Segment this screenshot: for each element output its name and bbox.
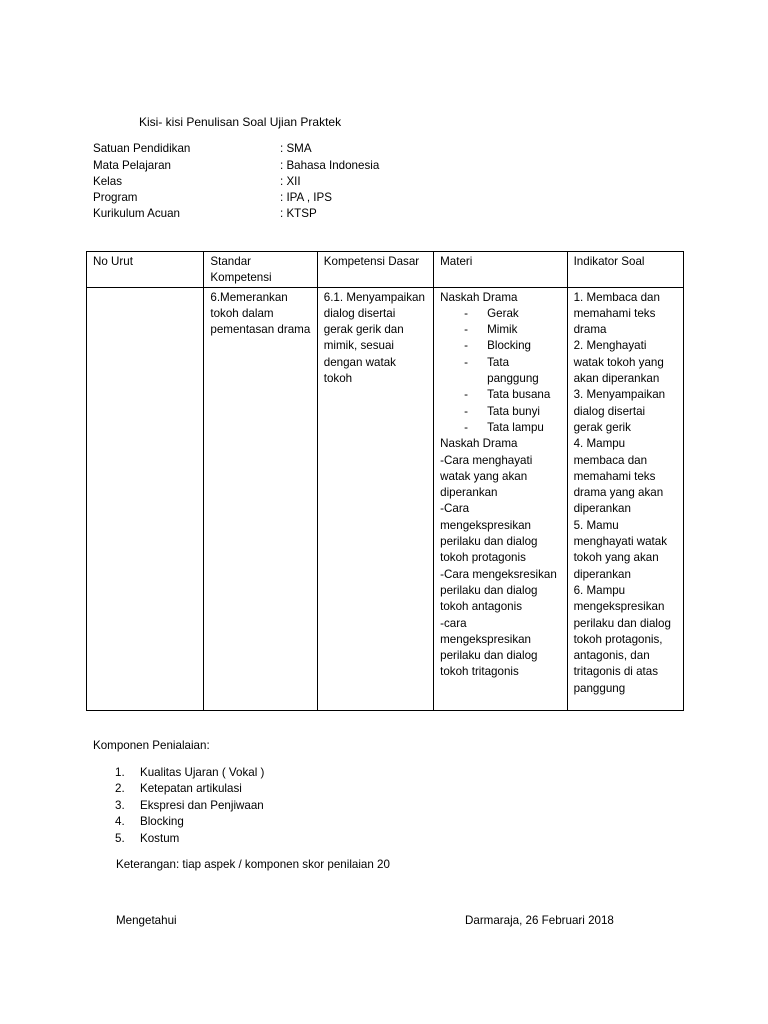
materi-heading: Naskah Drama bbox=[440, 437, 518, 451]
info-value: : XII bbox=[280, 175, 301, 188]
cell-kompetensi-dasar: 6.1. Menyampaikan dialog disertai gerak gerik dan mimik, sesuai dengan watak tokoh bbox=[317, 287, 433, 710]
info-label: Satuan Pendidikan bbox=[93, 142, 191, 155]
header-indikator-soal: Indikator Soal bbox=[567, 252, 683, 288]
list-item-label: Ketepatan artikulasi bbox=[140, 782, 242, 796]
list-number: 3. bbox=[115, 798, 125, 812]
info-label: Kelas bbox=[93, 175, 123, 188]
cell-materi bbox=[434, 287, 567, 710]
list-item-label: Kostum bbox=[140, 831, 180, 845]
list-number: 5. bbox=[115, 831, 125, 845]
list-number: 1. bbox=[115, 766, 125, 779]
materi-item-label: Tata panggung bbox=[487, 355, 539, 386]
list-number: 2. bbox=[115, 782, 125, 796]
list-item-label: Kualitas Ujaran ( Vokal ) bbox=[140, 766, 265, 779]
list-number: 4. bbox=[115, 815, 125, 829]
table-row bbox=[87, 287, 684, 710]
list-item: - Gerak bbox=[464, 306, 519, 320]
info-label: Mata Pelajaran bbox=[93, 159, 171, 172]
list-item bbox=[115, 798, 264, 814]
list-item: - Tata busana bbox=[464, 388, 551, 402]
info-row-kurikulum-acuan bbox=[93, 207, 513, 223]
list-item: - Mimik bbox=[464, 323, 518, 337]
info-value: : IPA , IPS bbox=[280, 191, 332, 204]
header-standar-kompetensi: Standar Kompetensi bbox=[204, 252, 317, 288]
indikator-item: 1. Membaca dan memahami teks drama bbox=[573, 290, 660, 337]
indikator-item: 3. Menyampaikan dialog disertai gerak gerik bbox=[573, 388, 666, 434]
header-no-urut: No Urut bbox=[87, 252, 204, 288]
info-value: : Bahasa Indonesia bbox=[280, 159, 380, 172]
materi-item-label: Blocking bbox=[487, 339, 531, 353]
indikator-item: 4. Mampu membaca dan memahami teks drama yang akan diperankan bbox=[573, 437, 664, 516]
list-item: - Tata panggung bbox=[464, 355, 539, 386]
cell-indikator-soal bbox=[567, 287, 683, 710]
list-item bbox=[115, 831, 264, 847]
info-row-mata-pelajaran bbox=[93, 159, 513, 175]
materi-item-label: Tata bunyi bbox=[487, 404, 540, 418]
materi-line: -cara mengekspresikan perilaku dan dialog tokoh tritagonis bbox=[440, 616, 538, 679]
penilaian-heading: Komponen Penialaian: bbox=[93, 739, 210, 752]
materi-item-list bbox=[440, 306, 560, 436]
materi-line: -Cara menghayati watak yang akan diperankan bbox=[440, 453, 533, 500]
info-row-satuan-pendidikan bbox=[93, 142, 513, 158]
info-row-kelas bbox=[93, 175, 513, 191]
materi-heading: Naskah Drama bbox=[440, 290, 518, 304]
indikator-item: 6. Mampu mengekspresikan perilaku dan dialog tokoh protagonis, antagonis, dan tritagonis di atas panggung bbox=[573, 583, 671, 695]
info-label: Program bbox=[93, 191, 138, 204]
info-row-program bbox=[93, 191, 513, 207]
list-item bbox=[115, 814, 264, 830]
materi-item-label: Tata busana bbox=[487, 388, 551, 402]
cell-no-urut bbox=[87, 287, 204, 710]
materi-item-label: Gerak bbox=[487, 306, 519, 320]
penilaian-note: Keterangan: tiap aspek / komponen skor penilaian 20 bbox=[116, 858, 390, 871]
info-label: Kurikulum Acuan bbox=[93, 207, 180, 220]
materi-line: -Cara mengekspresikan perilaku dan dialog tokoh protagonis bbox=[440, 502, 538, 565]
penilaian-list bbox=[115, 765, 264, 847]
list-item: - Tata lampu bbox=[464, 420, 544, 434]
cell-standar-kompetensi: 6.Memerankan tokoh dalam pementasan drama bbox=[204, 287, 317, 710]
list-item bbox=[115, 765, 264, 781]
materi-item-label: Mimik bbox=[487, 323, 518, 337]
list-item: - Blocking bbox=[464, 339, 531, 353]
materi-line: -Cara mengeksresikan perilaku dan dialog tokoh antagonis bbox=[440, 567, 557, 614]
info-value: : SMA bbox=[280, 142, 312, 155]
document-title: Kisi- kisi Penulisan Soal Ujian Praktek bbox=[139, 115, 342, 129]
list-item-label: Ekspresi dan Penjiwaan bbox=[140, 798, 264, 812]
list-item bbox=[115, 781, 264, 797]
materi-item-label: Tata lampu bbox=[487, 420, 544, 434]
indikator-item: 5. Mamu menghayati watak tokoh yang akan diperankan bbox=[573, 518, 668, 581]
header-kompetensi-dasar: Kompetensi Dasar bbox=[317, 252, 433, 288]
header-materi: Materi bbox=[434, 252, 567, 288]
indikator-item: 2. Menghayati watak tokoh yang akan diperankan bbox=[573, 339, 664, 386]
kisi-kisi-table bbox=[86, 251, 684, 711]
list-item-label: Blocking bbox=[140, 815, 184, 829]
info-value: : KTSP bbox=[280, 207, 317, 220]
table-header-row bbox=[87, 252, 684, 288]
signature-place-date: Darmaraja, 26 Februari 2018 bbox=[465, 914, 614, 927]
signature-left: Mengetahui bbox=[116, 914, 177, 927]
list-item: - Tata bunyi bbox=[464, 404, 540, 418]
